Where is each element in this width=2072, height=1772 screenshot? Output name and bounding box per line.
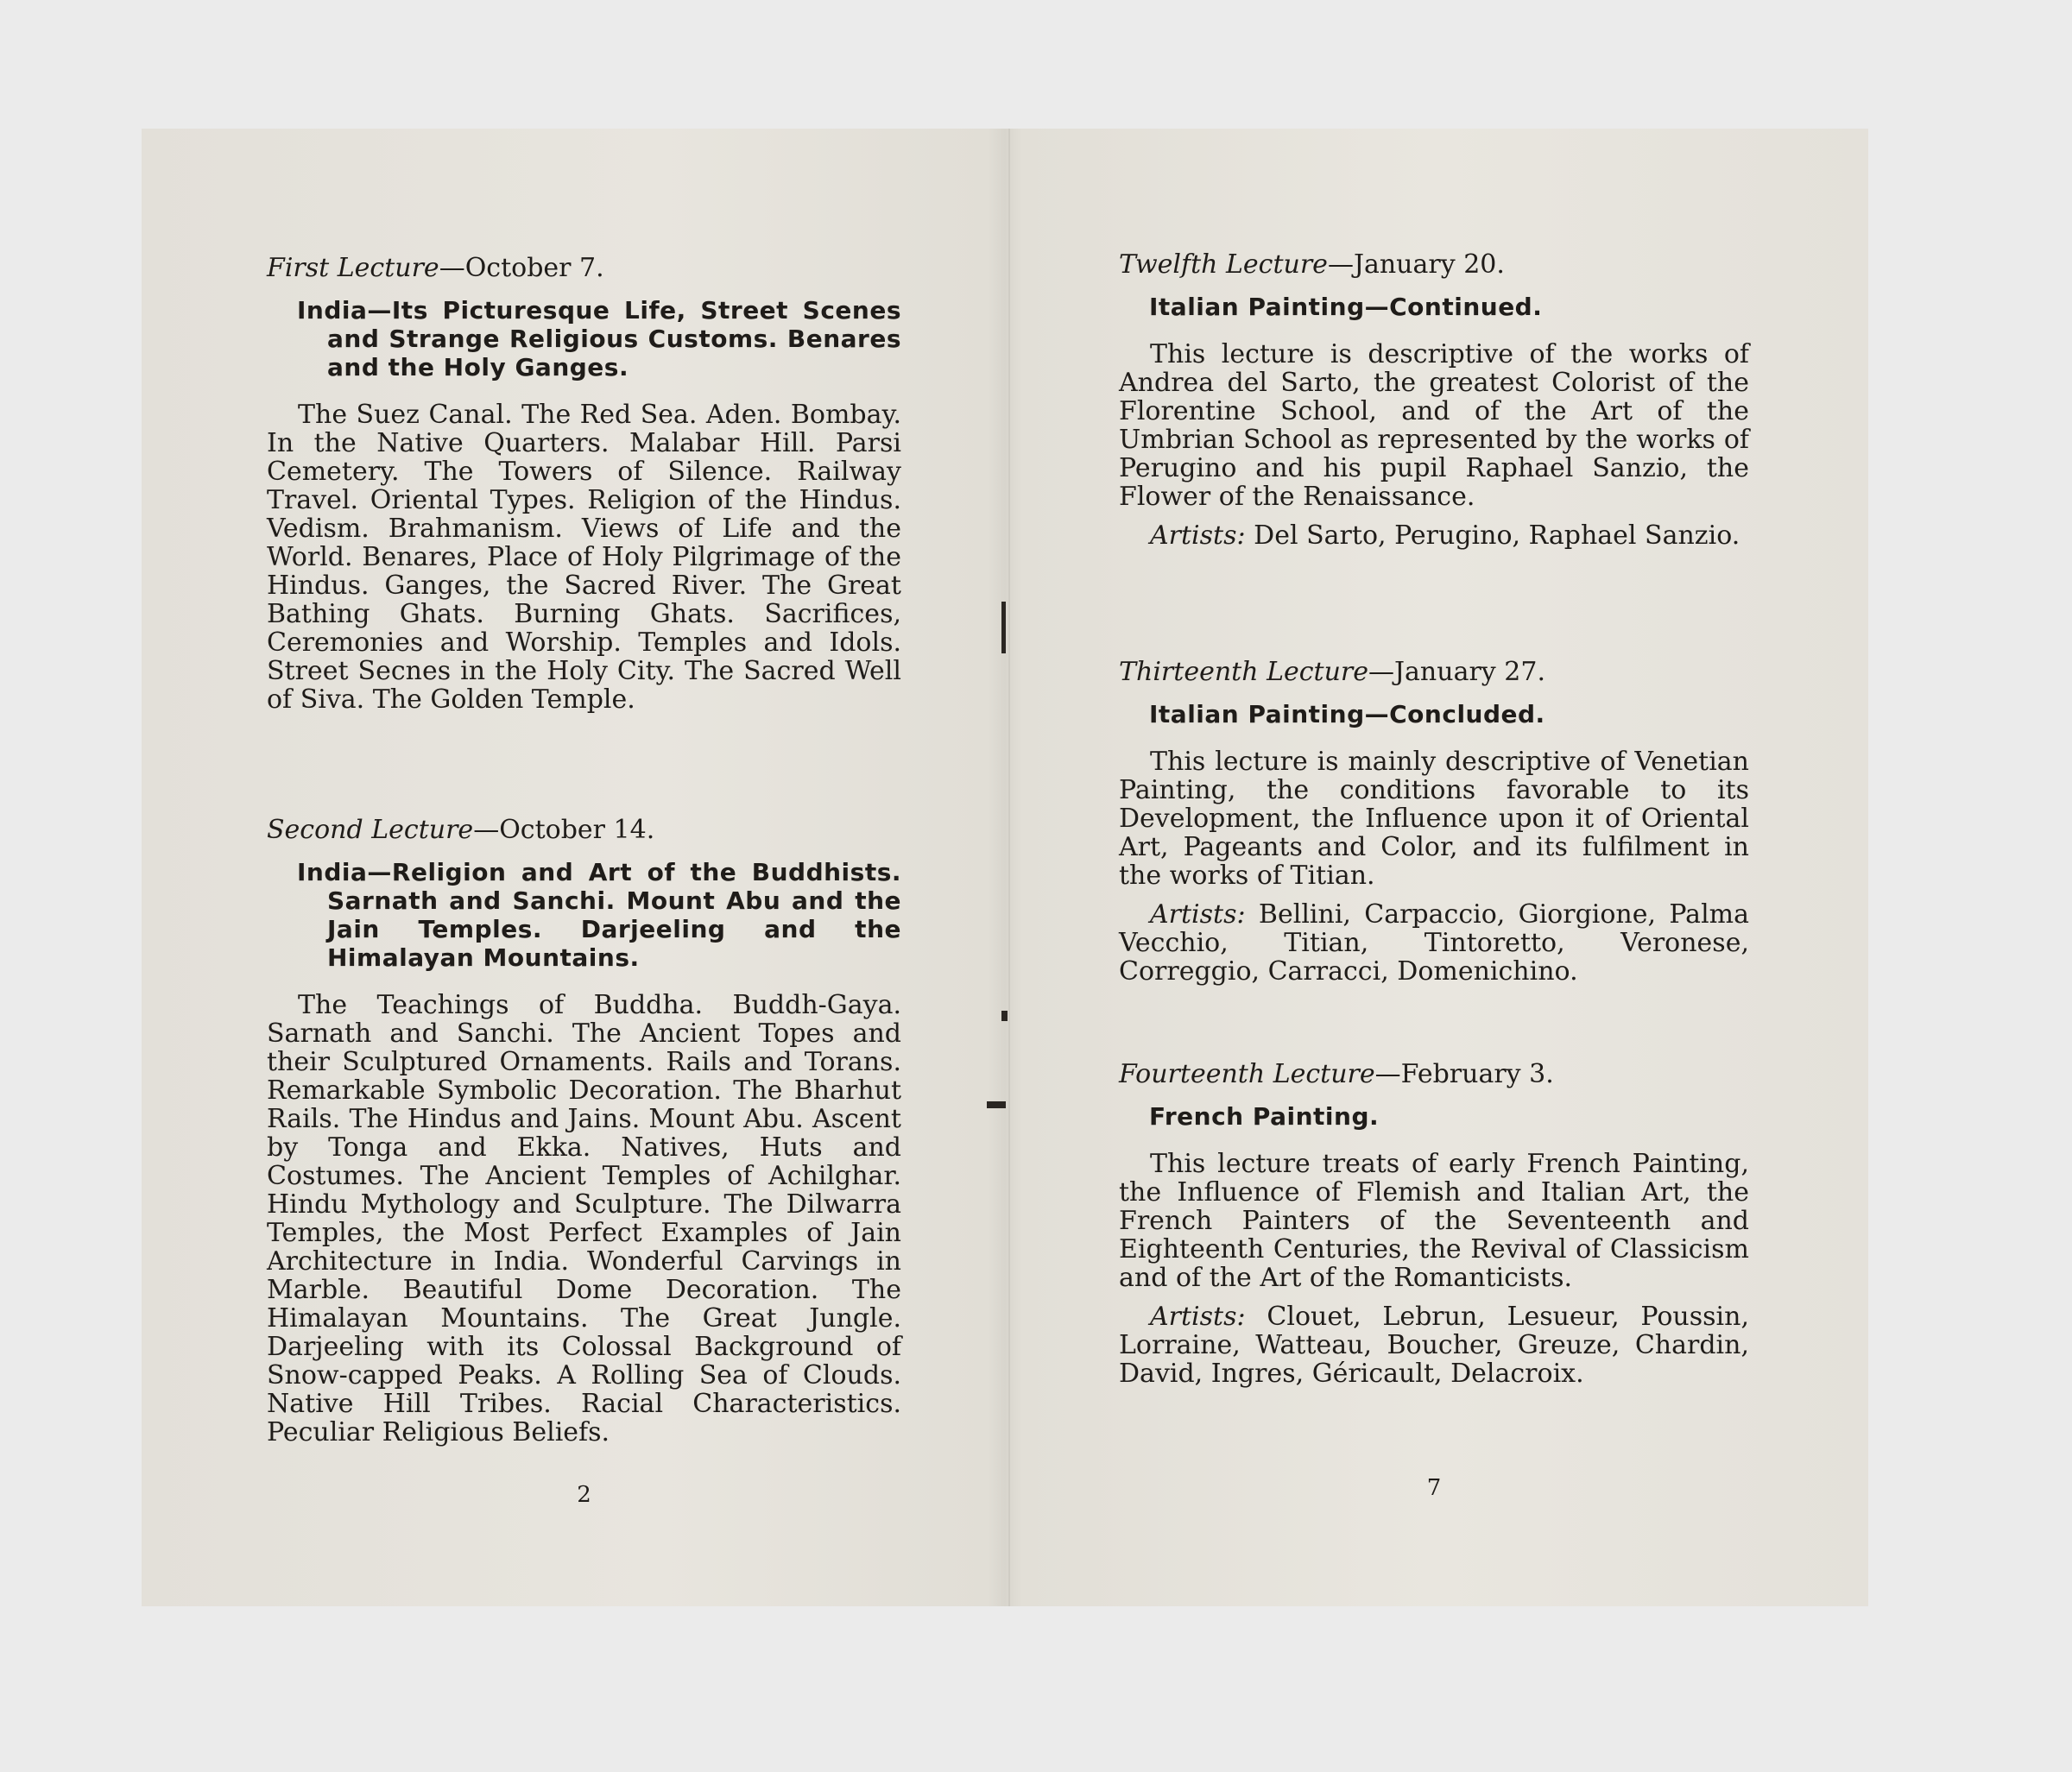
lecture-date: —October 14. [473,815,655,845]
lecture-fourteenth [1119,1059,1749,1388]
lecture-artists [1119,1302,1749,1388]
staple-mark-bottom [987,1101,1006,1108]
lecture-subject: French Painting. [1149,1102,1380,1131]
lecture-subject: Italian Painting—Concluded. [1149,700,1545,728]
lecture-date: —January 27. [1368,657,1545,687]
lecture-date: —October 7. [439,253,604,283]
artists-label: Artists: [1150,899,1246,930]
lecture-subject: India—Religion and Art of the Buddhists. Sarnath and Sanchi. Mount Abu and the Jain Temples. Darjeeling and the Himalayan Mountains. [297,858,901,972]
lecture-heading [1119,1059,1749,1090]
artists-list: Clouet, Lebrun, Lesueur, Poussin, Lorraine, Watteau, Boucher, Greuze, Chardin, David, Ingres, Géricault, Delacroix. [1119,1302,1749,1389]
lecture-artists [1119,900,1749,986]
lecture-thirteenth [1119,657,1749,986]
lecture-ordinal: Twelfth Lecture [1119,249,1328,280]
lecture-ordinal: Fourteenth Lecture [1119,1059,1375,1089]
artists-list: Del Sarto, Perugino, Raphael Sanzio. [1254,520,1740,551]
page-number: 7 [1426,1475,1442,1501]
lecture-description: The Teachings of Buddha. Buddh-Gaya. Sarnath and Sanchi. The Ancient Topes and their Sculptured Ornaments. Rails and Torans. Remarkable Symbolic Decoration. The Bharhut Rails. The Hindus and Jains. Mount Abu. Ascent by Tonga and Ekka. Natives, Huts and Costumes. The Ancient Temples of Achilghar. Hindu Mythology and Sculpture. The Dilwarra Temples, the Most Perfect Examples of Jain Architecture in India. Wonderful Carvings in Marble. Beautiful Dome Decoration. The Himalayan Mountains. The Great Jungle. Darjeeling with its Colossal Background of Snow-capped Peaks. A Rolling Sea of Clouds. Native Hill Tribes. Racial Characteristics. Peculiar Religious Beliefs. [267,990,901,1447]
lecture-first [267,253,901,714]
lecture-heading [1119,657,1749,688]
staple-mark-middle [1001,1011,1008,1021]
artists-label: Artists: [1150,520,1246,551]
lecture-ordinal: Thirteenth Lecture [1119,657,1369,687]
lecture-heading [267,815,901,846]
lecture-date: —January 20. [1327,249,1505,280]
staple-top [1001,602,1006,653]
lecture-description: This lecture treats of early French Painting, the Influence of Flemish and Italian Art, the French Painters of the Seventeenth and Eighteenth Centuries, the Revival of Classicism and of the Art of the Romanticists. [1119,1149,1749,1293]
artists-list: Bellini, Carpaccio, Giorgione, Palma Vecchio, Titian, Tintoretto, Veronese, Correggio, Carracci, Domenichino. [1119,899,1749,987]
lecture-twelfth [1119,249,1749,550]
center-fold [1008,129,1010,1606]
lecture-artists [1119,521,1749,550]
lecture-description: This lecture is descriptive of the works of Andrea del Sarto, the greatest Colorist of the Florentine School, and of the Art of the Umbrian School as represented by the works of Perugino and his pupil Raphael Sanzio, the Flower of the Renaissance. [1119,339,1749,512]
lecture-ordinal: First Lecture [267,253,439,283]
artists-label: Artists: [1150,1302,1246,1332]
lecture-heading [267,253,901,284]
lecture-subject: Italian Painting—Continued. [1149,293,1543,321]
lecture-subject: India—Its Picturesque Life, Street Scenes and Strange Religious Customs. Benares and the Holy Ganges. [297,296,901,382]
lecture-date: —February 3. [1374,1059,1554,1089]
lecture-heading [1119,249,1749,281]
lecture-second [267,815,901,1447]
booklet-spread [142,129,1868,1606]
lecture-description: This lecture is mainly descriptive of Venetian Painting, the conditions favorable to its Development, the Influence upon it of Oriental Art, Pageants and Color, and its fulfilment in the works of Titian. [1119,747,1749,891]
page-number: 2 [577,1482,591,1508]
lecture-description: The Suez Canal. The Red Sea. Aden. Bombay. In the Native Quarters. Malabar Hill. Parsi Cemetery. The Towers of Silence. Railway Travel. Oriental Types. Religion of the Hindus. Vedism. Brahmanism. Views of Life and the World. Benares, Place of Holy Pilgrimage of the Hindus. Ganges, the Sacred River. The Great Bathing Ghats. Burning Ghats. Sacrifices, Ceremonies and Worship. Temples and Idols. Street Secnes in the Holy City. The Sacred Well of Siva. The Golden Temple. [267,400,901,715]
lecture-ordinal: Second Lecture [267,815,474,845]
